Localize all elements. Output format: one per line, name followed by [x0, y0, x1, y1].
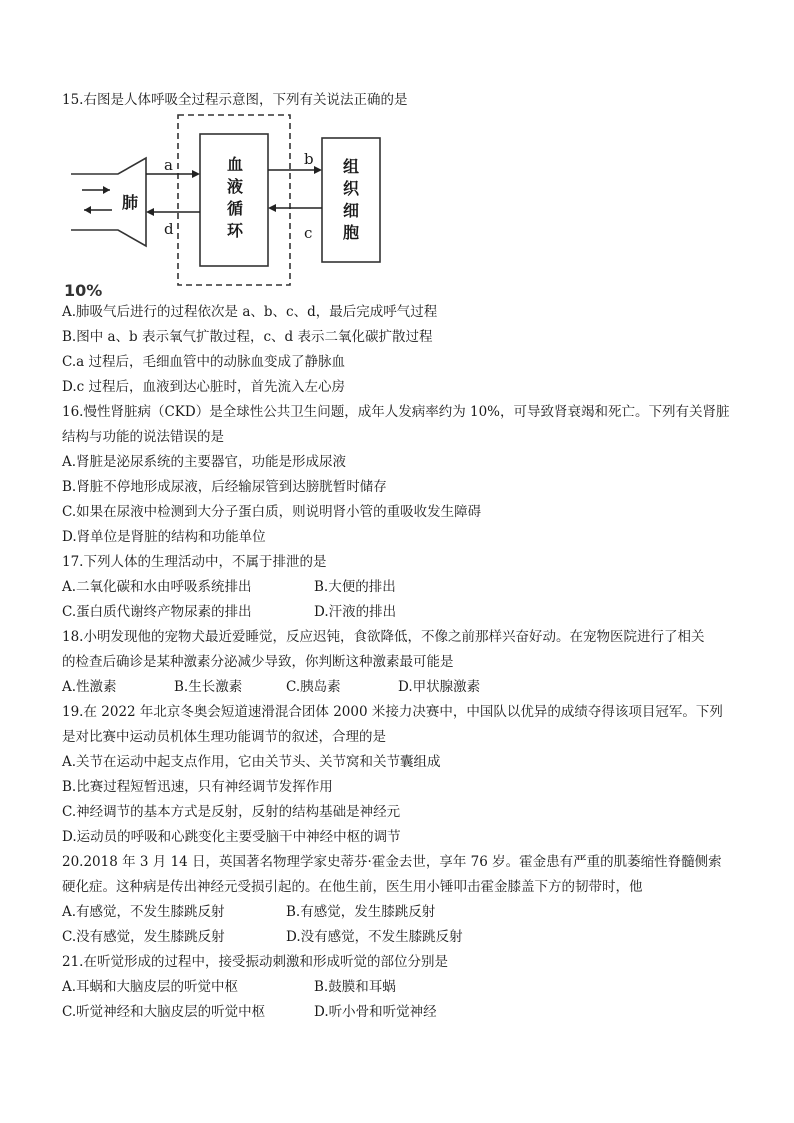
tissue-char-4: 胞 [343, 223, 360, 242]
q21-option-a: A.耳蜗和大脑皮层的听觉中枢 [62, 979, 239, 995]
label-a: a [164, 156, 173, 174]
q15-option-d: D.c 过程后，血液到达心脏时，首先流入左心房 [62, 379, 345, 395]
q16-stem-line1: 16.慢性肾脏病（CKD）是全球性公共卫生问题，成年人发病率约为 10%，可导致肾衰竭和死亡。下列有关肾脏 [62, 404, 730, 420]
inhale-arrowhead [103, 186, 110, 194]
q17-option-c: C.蛋白质代谢终产物尿素的排出 [62, 604, 252, 620]
q21-option-b: B.鼓膜和耳蜗 [314, 979, 396, 995]
q20-stem-line1: 20.2018 年 3 月 14 日，英国著名物理学家史蒂芬·霍金去世，享年 76 岁。霍金患有严重的肌萎缩性脊髓侧索 [62, 854, 722, 870]
blood-char-4: 环 [227, 221, 244, 240]
q19-stem-line2: 是对比赛中运动员机体生理功能调节的叙述，合理的是 [62, 729, 386, 745]
q17-option-d: D.汗液的排出 [314, 604, 397, 620]
tissue-char-1: 组 [343, 157, 360, 176]
q15-option-a: A.肺吸气后进行的过程依次是 a、b、c、d，最后完成呼气过程 [62, 304, 438, 320]
respiration-diagram [64, 112, 386, 300]
q15-stem: 15.右图是人体呼吸全过程示意图，下列有关说法正确的是 [62, 92, 408, 108]
q16-option-c: C.如果在尿液中检测到大分子蛋白质，则说明肾小管的重吸收发生障碍 [62, 504, 482, 520]
q20-option-b: B.有感觉，发生膝跳反射 [286, 904, 436, 920]
q16-option-d: D.肾单位是肾脏的结构和功能单位 [62, 529, 266, 545]
tissue-char-3: 细 [343, 201, 360, 220]
q21-stem: 21.在听觉形成的过程中，接受振动刺激和形成听觉的部位分别是 [62, 954, 448, 970]
q19-option-c: C.神经调节的基本方式是反射，反射的结构基础是神经元 [62, 804, 401, 820]
blood-char-3: 循 [227, 199, 244, 218]
q15-option-b: B.图中 a、b 表示氧气扩散过程，c、d 表示二氧化碳扩散过程 [62, 329, 433, 345]
q15-option-c: C.a 过程后，毛细血管中的动脉血变成了静脉血 [62, 354, 345, 370]
label-b: b [304, 150, 314, 168]
arrow-b-head [314, 166, 322, 174]
q19-option-b: B.比赛过程短暂迅速，只有神经调节发挥作用 [62, 779, 333, 795]
tissue-char-2: 织 [343, 179, 360, 198]
q20-option-a: A.有感觉，不发生膝跳反射 [62, 904, 225, 920]
arrow-d-head [146, 208, 154, 216]
q19-option-d: D.运动员的呼吸和心跳变化主要受脑干中神经中枢的调节 [62, 829, 401, 845]
arrow-c-head [268, 204, 276, 212]
q19-option-a: A.关节在运动中起支点作用，它由关节头、关节窝和关节囊组成 [62, 754, 441, 770]
q20-option-d: D.没有感觉，不发生膝跳反射 [286, 929, 463, 945]
lung-label: 肺 [122, 193, 139, 212]
q18-stem-line1: 18.小明发现他的宠物犬最近爱睡觉，反应迟钝，食欲降低，不像之前那样兴奋好动。在宠物医院进行了相关 [62, 629, 705, 645]
q18-option-d: D.甲状腺激素 [398, 679, 481, 695]
q16-stem-line2: 结构与功能的说法错误的是 [62, 429, 224, 445]
blood-char-1: 血 [227, 155, 244, 174]
q18-option-b: B.生长激素 [174, 679, 243, 695]
exhale-arrowhead [84, 206, 91, 214]
q19-stem-line1: 19.在 2022 年北京冬奥会短道速滑混合团体 2000 米接力决赛中，中国队以优异的成绩夺得该项目冠军。下列 [62, 704, 723, 720]
q21-option-d: D.听小骨和听觉神经 [314, 1004, 437, 1020]
q20-option-c: C.没有感觉，发生膝跳反射 [62, 929, 225, 945]
cropped-corner-text: 10% [64, 281, 103, 300]
q18-stem-line2: 的检查后确诊是某种激素分泌减少导致，你判断这种激素最可能是 [62, 654, 454, 670]
q17-stem: 17.下列人体的生理活动中，不属于排泄的是 [62, 554, 327, 570]
q17-option-b: B.大便的排出 [314, 579, 396, 595]
label-c: c [304, 224, 313, 242]
q17-option-a: A.二氧化碳和水由呼吸系统排出 [62, 579, 252, 595]
q18-option-c: C.胰岛素 [286, 679, 341, 695]
label-d: d [164, 220, 174, 238]
blood-char-2: 液 [227, 177, 244, 196]
q21-option-c: C.听觉神经和大脑皮层的听觉中枢 [62, 1004, 266, 1020]
arrow-a-head [192, 170, 200, 178]
q18-option-a: A.性激素 [62, 679, 117, 695]
q16-option-b: B.肾脏不停地形成尿液，后经输尿管到达膀胱暂时储存 [62, 479, 387, 495]
q20-stem-line2: 硬化症。这种病是传出神经元受损引起的。在他生前，医生用小锤叩击霍金膝盖下方的韧带时，他 [62, 879, 643, 895]
q16-option-a: A.肾脏是泌尿系统的主要器官，功能是形成尿液 [62, 454, 347, 470]
